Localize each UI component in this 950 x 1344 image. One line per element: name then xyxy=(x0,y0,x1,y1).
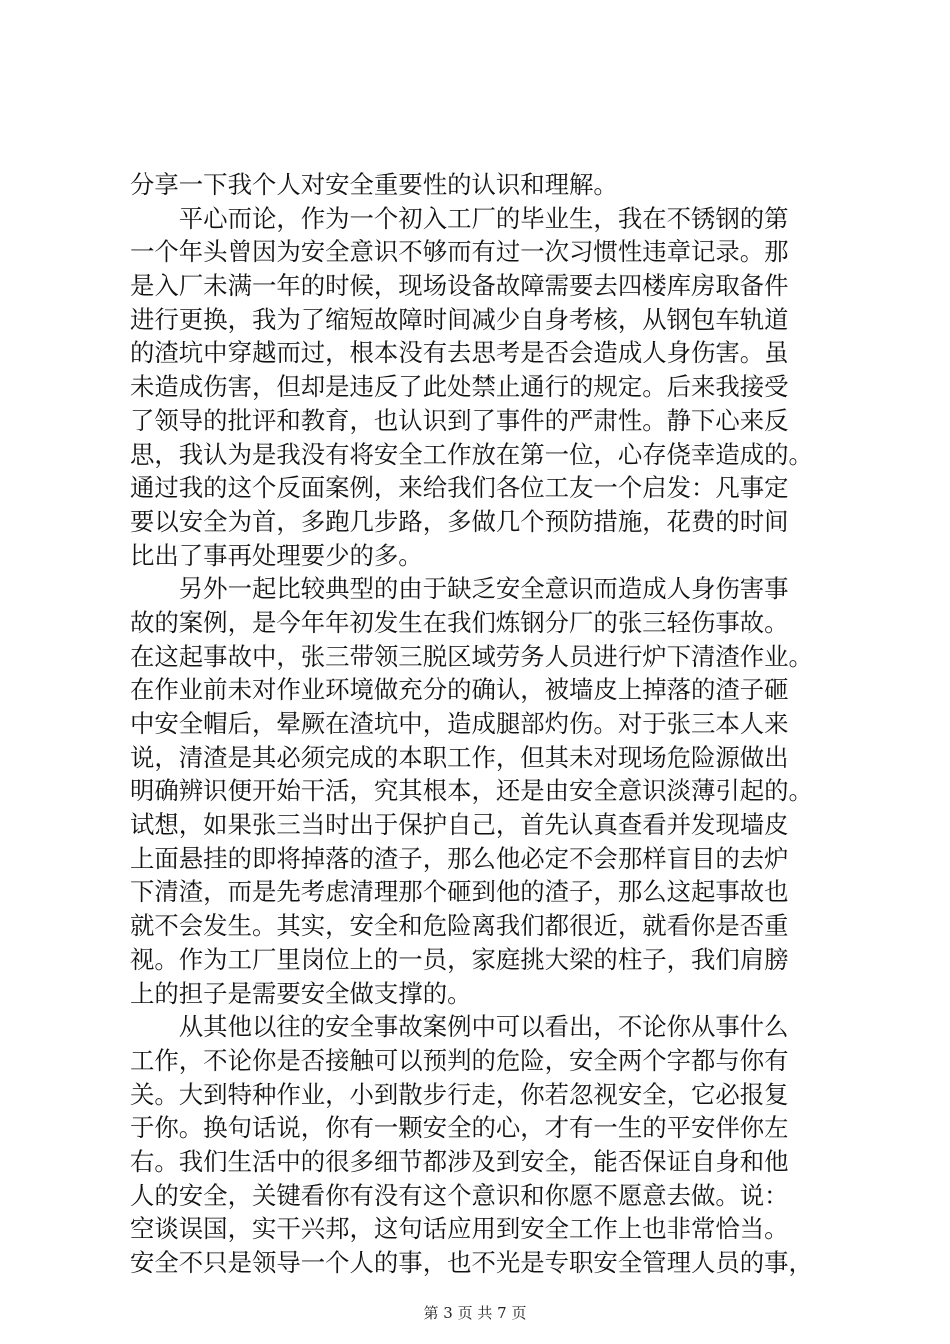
text-line: 视。作为工厂里岗位上的一员，家庭挑大梁的柱子，我们肩膀 xyxy=(130,944,789,974)
text-line: 右。我们生活中的很多细节都涉及到安全，能否保证自身和他 xyxy=(130,1146,789,1176)
text-line: 人的安全，关键看你有没有这个意识和你愿不愿意去做。说： xyxy=(130,1180,789,1210)
page-footer xyxy=(0,1302,950,1323)
text-line: 于你。换句话说，你有一颗安全的心，才有一生的平安伴你左 xyxy=(130,1113,789,1143)
text-line: 在这起事故中，张三带领三脱区域劳务人员进行炉下清渣作业。 xyxy=(130,641,813,671)
text-line: 明确辨识便开始干活，究其根本，还是由安全意识淡薄引起的。 xyxy=(130,776,813,806)
page-number-label: 第 3 页 共 7 页 xyxy=(423,1304,527,1322)
text-line: 下清渣，而是先考虑清理那个砸到他的渣子，那么这起事故也 xyxy=(130,877,789,907)
text-line: 从其他以往的安全事故案例中可以看出，不论你从事什么 xyxy=(130,1012,789,1042)
text-line: 另外一起比较典型的由于缺乏安全意识而造成人身伤害事 xyxy=(130,574,789,604)
text-line: 上的担子是需要安全做支撑的。 xyxy=(130,978,472,1008)
text-line: 进行更换，我为了缩短故障时间减少自身考核，从钢包车轨道 xyxy=(130,304,789,334)
text-line: 思，我认为是我没有将安全工作放在第一位，心存侥幸造成的。 xyxy=(130,439,813,469)
text-line: 试想，如果张三当时出于保护自己，首先认真查看并发现墙皮 xyxy=(130,810,789,840)
text-line: 空谈误国，实干兴邦，这句话应用到安全工作上也非常恰当。 xyxy=(130,1214,789,1244)
text-line: 分享一下我个人对安全重要性的认识和理解。 xyxy=(130,170,618,199)
text-line: 通过我的这个反面案例，来给我们各位工友一个启发：凡事定 xyxy=(130,473,789,503)
text-line: 工作，不论你是否接触可以预判的危险，安全两个字都与你有 xyxy=(130,1045,789,1075)
text-line: 未造成伤害，但却是违反了此处禁止通行的规定。后来我接受 xyxy=(130,372,789,402)
text-line: 关。大到特种作业，小到散步行走，你若忽视安全，它必报复 xyxy=(130,1079,789,1109)
text-line: 要以安全为首，多跑几步路，多做几个预防措施，花费的时间 xyxy=(130,506,789,536)
text-line: 中安全帽后，晕厥在渣坑中，造成腿部灼伤。对于张三本人来 xyxy=(130,709,789,738)
text-line: 就不会发生。其实，安全和危险离我们都很近，就看你是否重 xyxy=(130,911,789,941)
text-line: 平心而论，作为一个初入工厂的毕业生，我在不锈钢的第 xyxy=(130,203,789,233)
text-line: 在作业前未对作业环境做充分的确认，被墙皮上掉落的渣子砸 xyxy=(130,675,789,705)
text-line: 安全不只是领导一个人的事，也不光是专职安全管理人员的事， xyxy=(130,1248,813,1277)
body-text xyxy=(130,168,836,1280)
text-line: 是入厂未满一年的时候，现场设备故障需要去四楼库房取备件 xyxy=(130,271,789,301)
text-line: 的渣坑中穿越而过，根本没有去思考是否会造成人身伤害。虽 xyxy=(130,338,789,368)
text-line: 说，清渣是其必须完成的本职工作，但其未对现场危险源做出 xyxy=(130,742,789,772)
text-line: 上面悬挂的即将掉落的渣子，那么他必定不会那样盲目的去炉 xyxy=(130,843,789,873)
text-line: 故的案例，是今年年初发生在我们炼钢分厂的张三轻伤事故。 xyxy=(130,607,789,637)
text-line: 比出了事再处理要少的多。 xyxy=(130,540,423,570)
text-line: 一个年头曾因为安全意识不够而有过一次习惯性违章记录。那 xyxy=(130,237,789,267)
text-line: 了领导的批评和教育，也认识到了事件的严肃性。静下心来反 xyxy=(130,405,789,435)
